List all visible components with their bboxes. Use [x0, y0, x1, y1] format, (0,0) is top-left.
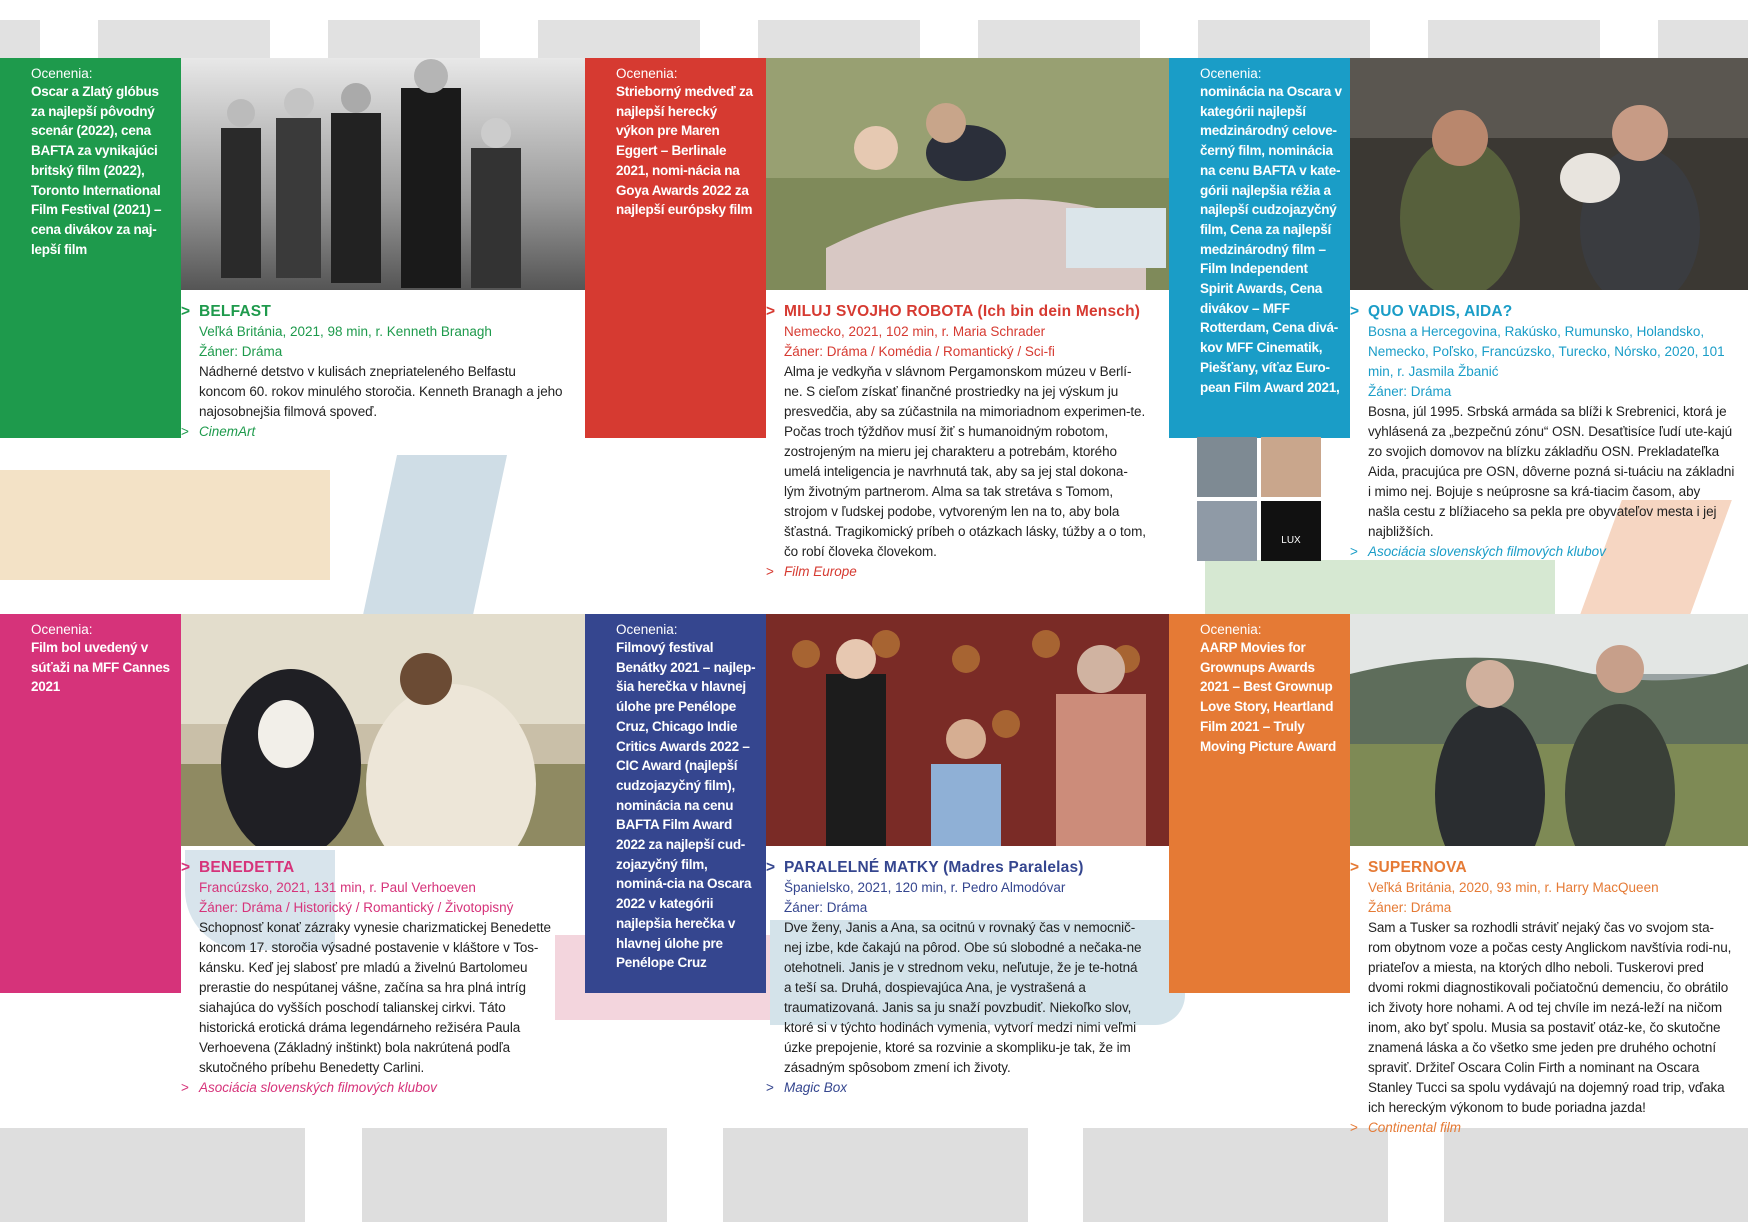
film-title: MILUJ SVOJHO ROBOTA (Ich bin dein Mensch) [784, 303, 1141, 320]
film-genre: Žáner: Dráma [199, 344, 283, 359]
arrow-icon: > [181, 424, 189, 439]
bg-shape-beige [0, 470, 330, 580]
film-distributor-row [1350, 542, 1735, 562]
awards-label: Ocenenia: [616, 622, 678, 637]
film-meta: Nemecko, 2021, 102 min, r. Maria Schrader [784, 324, 1046, 339]
photo-supernova [1350, 614, 1748, 846]
photo-benedetta [181, 614, 585, 846]
film-strip-bottom [1083, 1128, 1388, 1222]
info-benedetta [181, 858, 563, 1098]
film-meta: Veľká Británia, 2021, 98 min, r. Kenneth Branagh [199, 324, 492, 339]
awards-text: Oscar a Zlatý glóbus za najlepší pôvodný scenár (2022), cena BAFTA za vynikajúci britský film (2022), Toronto International Film Festival (2021) – cena divákov za naj-lepší film [31, 84, 162, 257]
arrow-icon: > [1350, 1120, 1358, 1135]
film-genre: Žáner: Dráma [1368, 900, 1452, 915]
film-meta: Veľká Británia, 2020, 93 min, r. Harry MacQueen [1368, 880, 1659, 895]
awards-label: Ocenenia: [616, 66, 678, 81]
film-strip-bottom [723, 1128, 1028, 1222]
film-strip-bottom [0, 1128, 305, 1222]
film-title-row [181, 858, 563, 878]
film-hole [1140, 20, 1198, 58]
film-description: Dve ženy, Janis a Ana, sa ocitnú v rovnaký čas v nemocnič-nej izbe, kde čakajú na pôrod. Obe sú slobodné a nečaka-ne otehotneli. Janis je v strednom veku, neľutuje, že je te-hotná a teší sa. Druhá, dospievajúca Ana, je vystrašená a traumatizovaná. Janis sa ju snaží povzbudiť. Niekoľko slov, ktoré si v týchto hodinách vymenia, vytvorí medzi nimi veľmi úzke prepojenie, ktoré sa rozvinie a skompliku-je tak, že im zásadným spôsobom zmení ich životy. [784, 920, 1142, 1075]
arrow-icon: > [766, 564, 774, 579]
arrow-icon: > [766, 303, 776, 320]
awards-box-paralelne [585, 614, 766, 993]
film-hole [920, 20, 978, 58]
photo-paralelne [766, 614, 1170, 846]
film-title: BELFAST [199, 303, 272, 320]
arrow-icon: > [766, 859, 776, 876]
film-meta: Španielsko, 2021, 120 min, r. Pedro Almodóvar [784, 880, 1066, 895]
awards-label: Ocenenia: [31, 622, 93, 637]
film-description: Sam a Tusker sa rozhodli stráviť nejaký čas vo svojom sta-rom obytnom voze a počas cesty Anglickom navštívia rodi-nu, priateľov a miesta, na ktorých dlho neboli. Tuskerovi pred dvomi rokmi diagnostikovali počiatočnú demenciu, čo obrátilo ich životy hore nohami. A od tej chvíle im nezá-leží na ničom inom, ako byť spolu. Musia sa postaviť otáz-ke, čo skutočne znamená láska a čo všetko sme jeden pre druhého ochotní spraviť. Držiteľ Oscara Colin Firth a nominant na Oscara Stanley Tucci sa spolu vydávajú na dojemný road trip, vďaka ich hereckým výkonom to bude poriadna jazda! [1368, 920, 1732, 1115]
film-distributor: Continental film [1368, 1120, 1462, 1135]
film-distributor-row [1350, 1118, 1735, 1138]
photo-belfast [181, 58, 585, 290]
arrow-icon: > [181, 1080, 189, 1095]
film-meta: Francúzsko, 2021, 131 min, r. Paul Verhoeven [199, 880, 476, 895]
film-title-row [1350, 302, 1735, 322]
awards-box-belfast [0, 58, 181, 438]
film-description: Bosna, júl 1995. Srbská armáda sa blíži k Srebrenici, ktorá je vyhlásená za „bezpečnú zónu“ OSN. Desaťtisíce ľudí ute-kajú zo svojich domovov na blízku základňu OSN. Prekladateľka Aida, pracujúca pre OSN, dôverne pozná si-tuáciu na základni i mimo nej. Bojuje s neúprosne sa krá-tiacim časom, aby našla cestu z blížiaceho sa pekla pre obyvateľov mesta i jej najbližších. [1368, 404, 1735, 539]
bg-shape-blue [363, 455, 507, 615]
film-title: PARALELNÉ MATKY (Madres Paralelas) [784, 859, 1084, 876]
film-distributor-row [766, 1078, 1148, 1098]
awards-label: Ocenenia: [31, 66, 93, 81]
lux-logo-text: LUX [1281, 535, 1301, 546]
photo-miluj [766, 58, 1170, 290]
film-strip-top [0, 20, 1748, 58]
awards-text: Film bol uvedený v súťaži na MFF Cannes 2021 [31, 640, 170, 695]
info-quovadis [1350, 302, 1735, 562]
film-hole [270, 20, 328, 58]
awards-text: AARP Movies for Grownups Awards 2021 – Best Grownup Love Story, Heartland Film 2021 – Truly Moving Picture Award [1200, 640, 1337, 754]
awards-box-quovadis [1169, 58, 1350, 438]
thumbnail [1261, 437, 1321, 497]
info-miluj [766, 302, 1148, 582]
arrow-icon: > [1350, 859, 1360, 876]
film-genre: Žáner: Dráma / Komédia / Romantický / Sci-fi [784, 344, 1055, 359]
film-description: Nádherné detstvo v kulisách znepriateleného Belfastu koncom 60. rokov minulého storočia. Kenneth Branagh a jeho najosobnejšia filmová spoveď. [199, 364, 563, 419]
film-title-row [766, 302, 1148, 322]
film-genre: Žáner: Dráma [1368, 384, 1452, 399]
film-title: SUPERNOVA [1368, 859, 1467, 876]
lux-logo [1261, 501, 1321, 561]
film-distributor: Asociácia slovenských filmových klubov [199, 1080, 437, 1095]
film-genre: Žáner: Dráma [784, 900, 868, 915]
film-hole [700, 20, 758, 58]
film-title-row [181, 302, 563, 322]
film-hole [1600, 20, 1658, 58]
thumbnail [1197, 501, 1257, 561]
thumbnail [1197, 437, 1257, 497]
film-description: Schopnosť konať zázraky vynesie charizmatickej Benedette koncom 17. storočia výsadné postavenie v kláštore v Tos-kánsku. Keď jej slabosť pre mladú a živelnú Bartolomeu prerastie do nespútanej vášne, začína sa hra plná intríg siahajúca do vyšších poschodí talianskej cirkvi. Táto historická erotická dráma legendárneho režiséra Paula Verhoevena (Základný inštinkt) bola nakrútená podľa skutočného príbehu Benedetty Carlini. [199, 920, 551, 1075]
arrow-icon: > [1350, 303, 1360, 320]
arrow-icon: > [766, 1080, 774, 1095]
film-distributor-row [181, 422, 563, 442]
film-hole [1370, 20, 1428, 58]
film-hole [40, 20, 98, 58]
awards-label: Ocenenia: [1200, 66, 1262, 81]
awards-text: Strieborný medveď za najlepší herecký výkon pre Maren Eggert – Berlinale 2021, nomi-nácia na Goya Awards 2022 za najlepší európsky film [616, 84, 753, 218]
film-strip-bottom [1444, 1128, 1748, 1222]
film-description: Alma je vedkyňa v slávnom Pergamonskom múzeu v Berlí-ne. S cieľom získať finančné prostriedky na jej výskum ju presvedčia, aby sa zúčastnila na mimoriadnom experimen-te. Počas troch týždňov musí žiť s humanoidným robotom, zostrojeným na mieru jej charakteru a potrebám, ktorého umelá inteligencia je navrhnutá tak, aby sa jej stal dokona-lým životným partnerom. Alma sa tak stretáva s Tomom, strojom v ľudskej podobe, vytvoreným len na to, aby bola šťastná. Tragikomický príbeh o otázkach lásky, túžby a o tom, čo robí človeka človekom. [784, 364, 1146, 559]
film-distributor-row [766, 562, 1148, 582]
film-distributor-row [181, 1078, 563, 1098]
film-distributor: Film Europe [784, 564, 857, 579]
film-title-row [766, 858, 1148, 878]
arrow-icon: > [1350, 544, 1358, 559]
film-title-row [1350, 858, 1735, 878]
arrow-icon: > [181, 303, 191, 320]
film-title: BENEDETTA [199, 859, 295, 876]
film-hole [480, 20, 538, 58]
film-distributor: CinemArt [199, 424, 256, 439]
film-distributor: Asociácia slovenských filmových klubov [1368, 544, 1606, 559]
awards-label: Ocenenia: [1200, 622, 1262, 637]
info-supernova [1350, 858, 1735, 1138]
awards-box-miluj [585, 58, 766, 438]
awards-text: Filmový festival Benátky 2021 – najlep-šia herečka v hlavnej úlohe pre Penélope Cruz, Chicago Indie Critics Awards 2022 – CIC Award (najlepší cudzojazyčný film), nominácia na cenu BAFTA Film Award 2022 za najlepší cud-zojazyčný film, nominá-cia na Oscara 2022 v kategórii najlepšia herečka v hlavnej úlohe pre Penélope Cruz [616, 640, 756, 971]
arrow-icon: > [181, 859, 191, 876]
awards-box-supernova [1169, 614, 1350, 993]
awards-box-benedetta [0, 614, 181, 993]
awards-text: nominácia na Oscara v kategórii najlepší medzinárodný celove-černý film, nominácia na cenu BAFTA v kate-górii najlepšia réžia a najlepší cudzojazyčný film, Cena za najlepší medzinárodný film – Film Independent Spirit Awards, Cena divákov – MFF Rotterdam, Cena divá-kov MFF Cinematik, Piešťany, víťaz Euro-pean Film Award 2021, [1200, 84, 1342, 395]
info-belfast [181, 302, 563, 442]
info-paralelne [766, 858, 1148, 1098]
film-distributor: Magic Box [784, 1080, 848, 1095]
thumbnail-grid [1197, 437, 1321, 561]
film-meta: Bosna a Hercegovina, Rakúsko, Rumunsko, Holandsko, Nemecko, Poľsko, Francúzsko, Turecko, Nórsko, 2020, 101 min, r. Jasmila Žbanić [1368, 324, 1725, 379]
photo-quovadis [1350, 58, 1748, 290]
film-genre: Žáner: Dráma / Historický / Romantický / Životopisný [199, 900, 514, 915]
film-strip-bottom [362, 1128, 667, 1222]
film-title: QUO VADIS, AIDA? [1368, 303, 1513, 320]
bg-shape-green [1205, 560, 1555, 615]
